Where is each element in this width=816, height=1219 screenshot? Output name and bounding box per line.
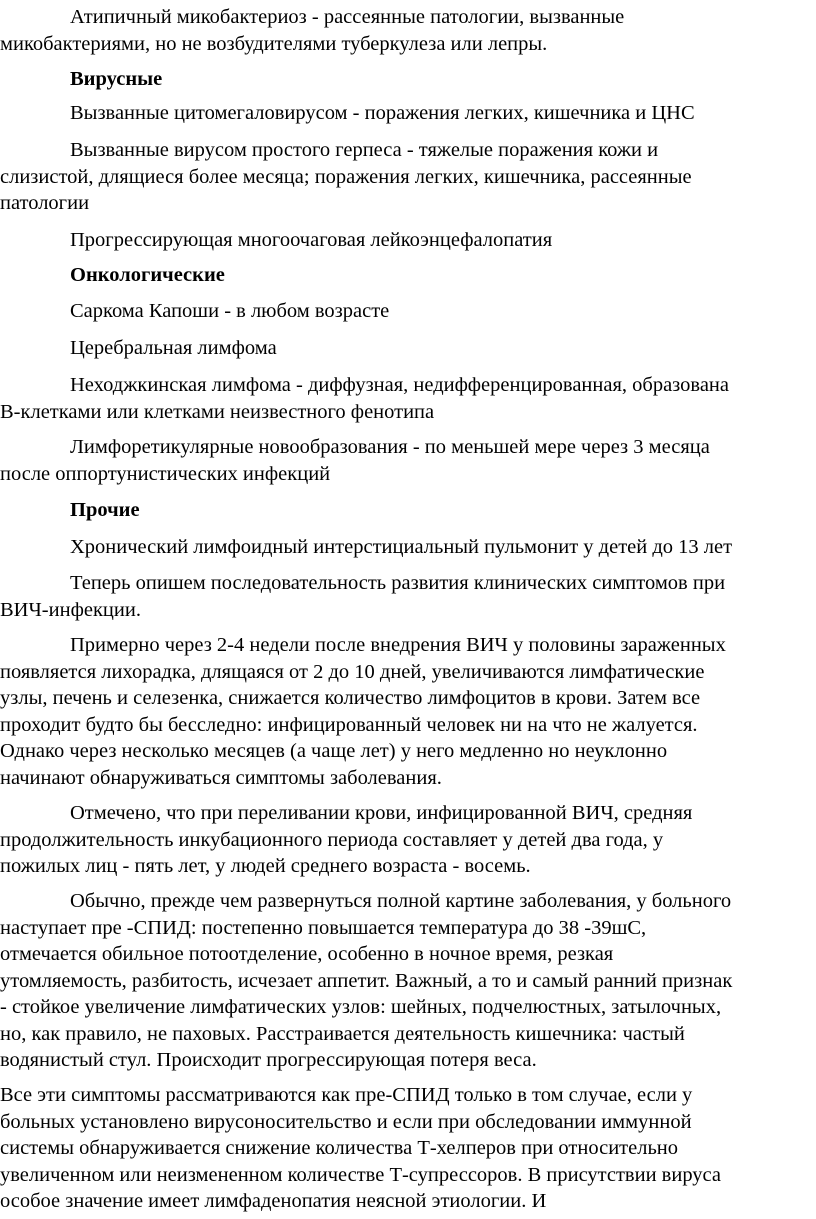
text-line: пожилых лиц - пять лет, у людей среднего возраста - восемь.: [0, 855, 531, 877]
text-line: Лимфоретикулярные новообразования - по меньшей мере через 3 месяца: [70, 436, 710, 458]
heading-oncological: Онкологические: [70, 264, 225, 286]
paragraph-atypical-mycobacteriosis: [0, 4, 816, 57]
text-line: Обычно, прежде чем развернуться полной картине заболевания, у больного: [70, 890, 732, 912]
text-line: продолжительность инкубационного периода составляет у детей два года, у: [0, 828, 664, 851]
text-line: Вызванные вирусом простого герпеса - тяжелые поражения кожи и: [70, 139, 659, 161]
text-line: В-клетками или клетками неизвестного фенотипа: [0, 400, 435, 423]
text-line: больных установлено вирусоносительство и если при обследовании иммунной: [0, 1110, 692, 1133]
paragraph-chronic-pneumonitis: Хронический лимфоидный интерстициальный пульмонит у детей до 13 лет: [70, 536, 733, 558]
text-line: слизистой, длящиеся более месяца; поражения легких, кишечника, рассеянные: [0, 165, 692, 188]
text-line: особое значение имеет лимфаденопатия неясной этиологии. И: [0, 1190, 547, 1212]
heading-viral: Вирусные: [70, 68, 163, 90]
paragraph-pre-aids-criteria: [0, 1082, 816, 1215]
paragraph-herpes: [0, 137, 816, 217]
text-line: Примерно через 2-4 недели после внедрения ВИЧ у половины зараженных: [70, 634, 726, 656]
paragraph-lymphoreticular-neoplasms: [0, 434, 816, 487]
text-line: Однако через несколько месяцев (а чаще лет) у него медленно но неуклонно: [0, 740, 668, 762]
text-line: водянистый стул. Происходит прогрессирующая потеря веса.: [0, 1049, 537, 1071]
text-line: начинают обнаруживаться симптомы заболевания.: [0, 766, 442, 789]
text-line: узлы, печень и селезенка, снижается количество лимфоцитов в крови. Затем все: [0, 687, 701, 709]
text-line: Отмечено, что при переливании крови, инфицированной ВИЧ, средняя: [70, 802, 693, 824]
paragraph-non-hodgkin-lymphoma: [0, 372, 816, 425]
text-line: отмечается обильное потоотделение, особенно в ночное время, резкая: [0, 943, 614, 965]
paragraph-incubation-period: [0, 800, 816, 880]
paragraph-leukoencephalopathy: Прогрессирующая многоочаговая лейкоэнцефалопатия: [70, 229, 553, 251]
paragraph-cerebral-lymphoma: Церебральная лимфома: [70, 337, 277, 359]
text-line: после оппортунистических инфекций: [0, 462, 331, 485]
paragraph-symptom-sequence: [0, 570, 816, 623]
heading-other: Прочие: [70, 499, 140, 521]
text-line: увеличенном или неизмененном количестве Т-супрессоров. В присутствии вируса: [0, 1163, 722, 1186]
text-line: микобактериями, но не возбудителями туберкулеза или лепры.: [0, 32, 548, 55]
text-line: патологии: [0, 192, 90, 214]
text-line: Все эти симптомы рассматриваются как пре-СПИД только в том случае, если у: [0, 1084, 693, 1106]
paragraph-kaposi-sarcoma: Саркома Капоши - в любом возрасте: [70, 300, 390, 322]
text-line: но, как правило, не паховых. Расстраивается деятельность кишечника: частый: [0, 1022, 685, 1045]
paragraph-pre-aids: [0, 888, 816, 1074]
text-line: - стойкое увеличение лимфатических узлов: шейных, подчелюстных, затылочных,: [0, 996, 722, 1018]
text-line: проходит будто бы бесследно: инфицированный человек ни на что не жалуется.: [0, 713, 698, 736]
paragraph-early-stage: [0, 632, 816, 791]
text-line: ВИЧ-инфекции.: [0, 598, 141, 621]
text-line: системы обнаруживается снижение количества Т-хелперов при относительно: [0, 1137, 679, 1159]
text-line: утомляемость, разбитость, исчезает аппетит. Важный, а то и самый ранний признак: [0, 969, 733, 992]
text-line: Атипичный микобактериоз - рассеянные патологии, вызванные: [70, 6, 625, 28]
text-line: появляется лихорадка, длящаяся от 2 до 10 дней, увеличиваются лимфатические: [0, 660, 705, 683]
text-line: Неходжкинская лимфома - диффузная, недифференцированная, образована: [70, 374, 729, 396]
paragraph-cytomegalovirus: Вызванные цитомегаловирусом - поражения легких, кишечника и ЦНС: [70, 102, 695, 124]
text-line: Теперь опишем последовательность развития клинических симптомов при: [70, 572, 726, 594]
text-line: наступает пре -СПИД: постепенно повышается температура до 38 -39шС,: [0, 916, 647, 939]
